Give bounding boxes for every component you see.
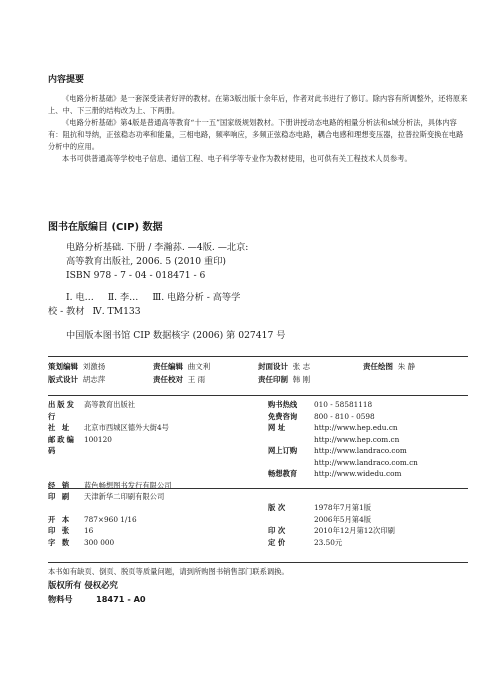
website-link[interactable]: http://www.landraco.com.cn xyxy=(314,457,418,467)
info-row xyxy=(268,434,468,446)
info-value: 16 xyxy=(84,526,94,535)
info-row xyxy=(48,525,268,537)
staff-cell xyxy=(153,373,258,386)
summary-section xyxy=(48,72,468,165)
info-row xyxy=(268,468,468,480)
cip-section xyxy=(48,218,468,343)
specs-left xyxy=(48,502,268,548)
info-row xyxy=(268,537,468,549)
specs-right xyxy=(268,502,468,548)
cip-title: 图书在版编目 (CIP) 数据 xyxy=(48,222,163,233)
staff-role: 责任校对 xyxy=(153,375,183,384)
info-label: 网上订购 xyxy=(268,446,298,455)
summary-paragraph: 本书可供普通高等学校电子信息、通信工程、电子科学等专业作为教材使用，也可供有关工程技术人员参考。 xyxy=(62,154,412,163)
cip-class-item: Ⅰ. 电… xyxy=(66,292,94,303)
info-label: 免费咨询 xyxy=(268,411,298,421)
info-value: 北京市西城区德外大街4号 xyxy=(84,423,169,432)
publisher-right xyxy=(268,399,468,503)
info-label xyxy=(268,457,314,469)
divider xyxy=(48,488,468,489)
info-value: 2010年12月第12次印刷 xyxy=(314,526,395,535)
cip-classification-cont xyxy=(48,305,468,319)
info-row xyxy=(268,457,468,469)
website-link[interactable]: http://www.widedu.com xyxy=(314,469,402,478)
publisher-section xyxy=(48,399,468,503)
info-row xyxy=(48,399,268,422)
copyright-page xyxy=(48,50,468,640)
staff-cell xyxy=(258,373,363,386)
info-row xyxy=(268,399,468,411)
staff-name: 刘激扬 xyxy=(82,362,106,371)
info-label: 邮政编码 xyxy=(48,434,76,455)
staff-role: 策划编辑 xyxy=(48,362,78,371)
info-label: 开 本 xyxy=(48,514,72,524)
info-label: 购书热线 xyxy=(268,400,298,409)
staff-cell xyxy=(258,360,363,373)
info-label: 版 次 xyxy=(268,503,286,512)
info-row xyxy=(48,537,268,549)
cip-classification xyxy=(48,291,468,305)
summary-paragraph: 《电路分析基础》第4版是普通高等教育“十一五”国家级规划教材。下册讲授动态电路的相量分析法和s域分析法，具体内容有：阻抗和导纳，正弦稳态功率和能量，三相电路，频率响应，多频正弦稳态电路，耦合电感和理想变压器，拉普拉斯变换在电路分析中的应用。 xyxy=(48,118,464,151)
info-row xyxy=(268,445,468,457)
info-label: 印 刷 xyxy=(48,492,72,501)
cip-isbn: ISBN 978 - 7 - 04 - 018471 - 6 xyxy=(66,270,206,281)
info-row xyxy=(268,422,468,434)
footer-section xyxy=(48,566,468,606)
info-row xyxy=(268,502,468,514)
staff-name: 曲文利 xyxy=(187,362,211,371)
specs-section xyxy=(48,502,468,548)
material-label: 物料号 xyxy=(48,594,73,604)
website-link[interactable]: http://www.hep.com.cn xyxy=(314,434,400,444)
info-value: 100120 xyxy=(84,434,112,444)
staff-row xyxy=(48,373,468,386)
info-row-empty xyxy=(48,468,268,480)
info-row xyxy=(268,411,468,423)
staff-name: 胡志萍 xyxy=(82,375,106,384)
info-row-empty xyxy=(48,457,268,469)
info-row xyxy=(268,514,468,526)
info-label: 印 次 xyxy=(268,526,286,535)
cip-line: 电路分析基础. 下册 / 李瀚荪. —4版. —北京: xyxy=(66,242,249,253)
staff-cell xyxy=(48,360,153,373)
price-value: 23.50元 xyxy=(314,537,343,547)
info-row xyxy=(48,514,268,526)
divider xyxy=(48,562,468,563)
staff-role: 封面设计 xyxy=(258,362,288,371)
material-number: 18471 - A0 xyxy=(96,594,146,604)
copyright-notice: 版权所有 侵权必究 xyxy=(48,580,118,590)
divider xyxy=(48,395,468,396)
material-number-line xyxy=(48,592,468,606)
staff-section xyxy=(48,360,468,386)
info-label: 社 址 xyxy=(48,423,72,432)
staff-cell xyxy=(48,373,153,386)
staff-row xyxy=(48,360,468,373)
info-value: 787×960 1/16 xyxy=(84,514,137,524)
staff-role: 责任编辑 xyxy=(153,362,183,371)
info-row xyxy=(48,422,268,434)
website-link[interactable]: http://www.landraco.com xyxy=(314,446,407,455)
info-label: 定 价 xyxy=(268,537,286,547)
staff-name: 王 雨 xyxy=(187,375,206,384)
website-link[interactable]: http://www.hep.edu.cn xyxy=(314,423,398,432)
info-value: 蓝色畅想图书发行有限公司 xyxy=(84,480,172,490)
cip-line: 高等教育出版社, 2006. 5 (2010 重印) xyxy=(66,256,226,267)
publisher-left xyxy=(48,399,268,503)
cip-class-item: Ⅲ. 电路分析 - 高等学 xyxy=(152,292,241,303)
info-value: 800 - 810 - 0598 xyxy=(314,411,375,421)
info-label: 畅想教育 xyxy=(268,469,298,478)
info-row xyxy=(268,525,468,537)
info-value: 高等教育出版社 xyxy=(84,400,136,409)
info-label: 经 销 xyxy=(48,480,72,490)
divider xyxy=(48,356,468,357)
info-label: 出版发行 xyxy=(48,400,76,421)
staff-role: 版式设计 xyxy=(48,375,78,384)
info-row xyxy=(48,434,268,457)
info-value: 300 000 xyxy=(84,537,115,547)
info-label: 印 张 xyxy=(48,526,72,535)
staff-role: 责任印制 xyxy=(258,375,288,384)
info-row-empty xyxy=(48,502,268,514)
cip-class-item: Ⅳ. TM133 xyxy=(92,306,141,317)
info-value: 010 - 58581118 xyxy=(314,400,373,409)
info-label xyxy=(268,514,314,526)
info-label: 网 址 xyxy=(268,423,286,432)
cip-class-item: Ⅱ. 李… xyxy=(107,292,139,303)
summary-title: 内容提要 xyxy=(48,75,85,85)
staff-cell xyxy=(153,360,258,373)
cip-class-item: 校 - 教材 xyxy=(48,306,85,317)
staff-name: 韩 刚 xyxy=(292,375,311,384)
info-value: 2006年5月第4版 xyxy=(314,514,372,524)
info-value: 1978年7月第1版 xyxy=(314,503,372,512)
info-row xyxy=(48,491,268,503)
staff-name: 朱 静 xyxy=(397,362,416,371)
quality-notice: 本书如有缺页、倒页、脱页等质量问题，请到所购图书销售部门联系调换。 xyxy=(48,567,289,576)
cip-library-number: 中国版本图书馆 CIP 数据核字 (2006) 第 027417 号 xyxy=(66,330,286,341)
info-label: 字 数 xyxy=(48,537,72,547)
summary-paragraph: 《电路分析基础》是一套深受读者好评的教材。在第3版出版十余年后，作者对此书进行了修订。除内容有所调整外，还将原来上、中、下三册的结构改为上、下两册。 xyxy=(48,94,468,115)
staff-role: 责任绘图 xyxy=(363,362,393,371)
staff-cell xyxy=(363,360,468,373)
info-row xyxy=(48,480,268,492)
info-value: 天津新华二印刷有限公司 xyxy=(84,492,165,501)
info-label xyxy=(268,434,314,446)
staff-name: 张 志 xyxy=(292,362,311,371)
